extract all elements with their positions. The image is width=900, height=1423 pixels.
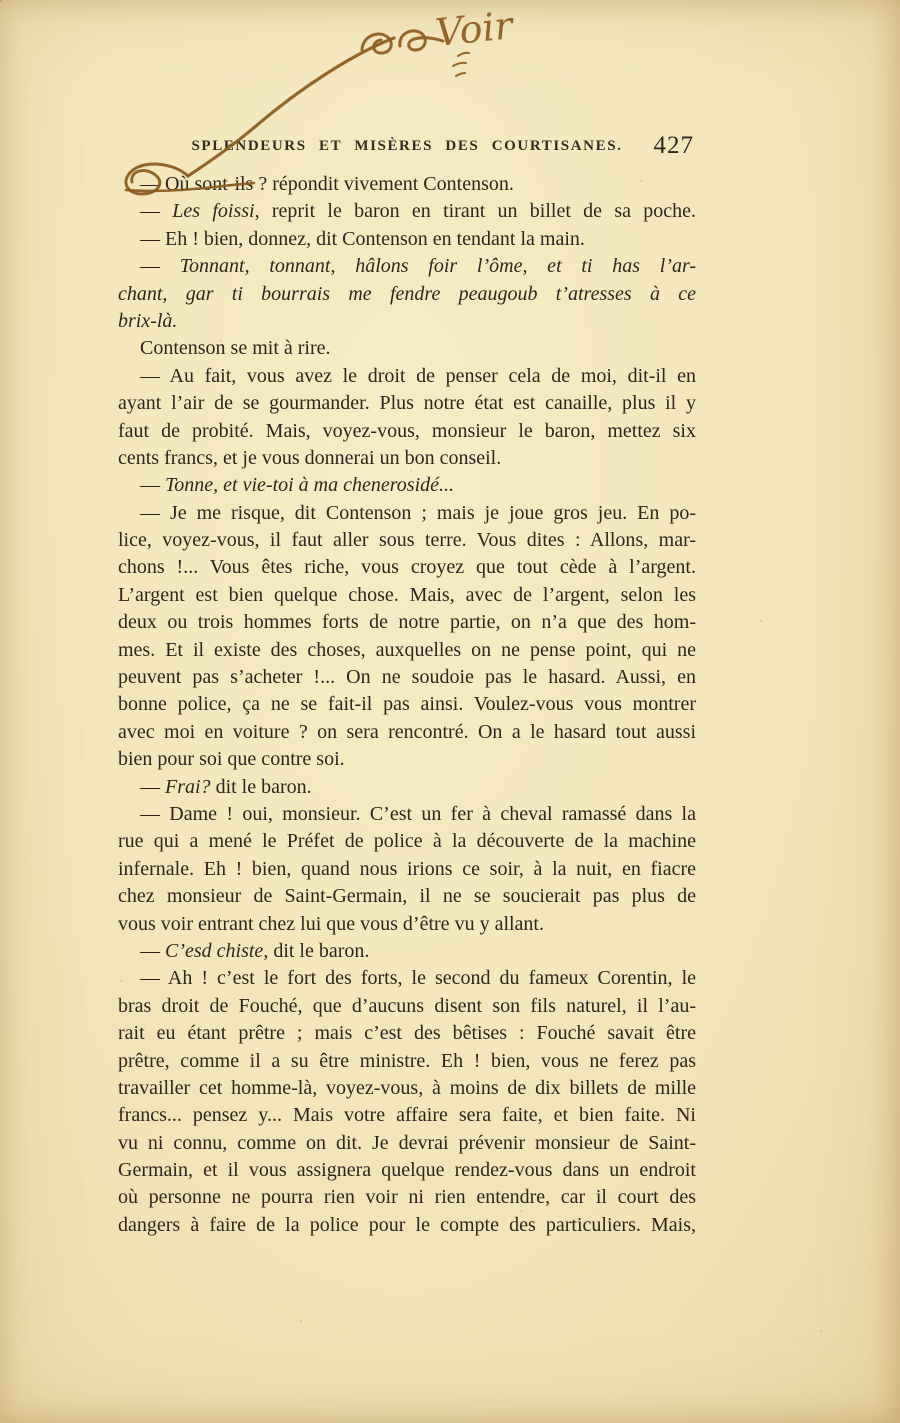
text-line xyxy=(118,1184,696,1211)
text-segment: dangers à faire de la police pour le compte des particuliers. Mais, xyxy=(118,1213,696,1236)
text-line xyxy=(118,308,696,335)
text-segment: — Au fait, vous avez le droit de penser cela de moi, dit-il en xyxy=(140,364,696,387)
text-segment: — xyxy=(140,474,165,497)
italic-text-segment: brix-là. xyxy=(118,309,178,332)
text-line xyxy=(118,418,696,445)
text-line xyxy=(118,938,696,965)
text-segment: ayant l’air de se gourmander. Plus notre état est canaille, plus il y xyxy=(118,392,696,415)
text-segment: — xyxy=(140,939,165,962)
italic-text-segment: Frai? xyxy=(165,775,211,798)
text-segment: deux ou trois hommes forts de notre partie, on n’a que des hom- xyxy=(118,611,696,634)
text-segment: Contenson se mit à rire. xyxy=(140,337,331,360)
text-segment: Germain, et il vous assignera quelque rendez-vous dans un endroit xyxy=(118,1159,696,1182)
text-line xyxy=(118,472,696,499)
text-line xyxy=(118,746,696,773)
pen-tick-marks xyxy=(453,53,469,76)
text-line xyxy=(118,445,696,472)
text-line xyxy=(118,281,696,308)
text-line xyxy=(118,363,696,390)
text-segment: bras droit de Fouché, que d’aucuns disent son fils naturel, il l’au- xyxy=(118,994,696,1017)
page-body-text xyxy=(118,171,696,1239)
text-segment: bonne police, ça ne se fait-il pas ainsi. Voulez-vous vous montrer xyxy=(118,693,696,716)
text-line xyxy=(118,226,696,253)
text-line xyxy=(118,554,696,581)
text-segment: — Eh ! bien, donnez, dit Contenson en tendant la main. xyxy=(140,227,585,250)
text-line xyxy=(118,911,696,938)
text-segment: — Dame ! oui, monsieur. C’est un fer à cheval ramassé dans la xyxy=(140,802,696,825)
text-line xyxy=(118,171,696,198)
text-segment: — Où sont-ils ? répondit vivement Contenson. xyxy=(140,173,514,195)
text-segment: — Je me risque, dit Contenson ; mais je joue gros jeu. En po- xyxy=(140,501,696,524)
text-line xyxy=(118,609,696,636)
text-line xyxy=(118,883,696,910)
text-segment: mes. Et il existe des choses, auxquelles on ne pense point, qui ne xyxy=(118,638,696,661)
text-line xyxy=(118,691,696,718)
text-line xyxy=(118,1130,696,1157)
running-head xyxy=(118,132,696,164)
pen-oo-loops xyxy=(362,31,443,53)
italic-text-segment: Tonnant, tonnant, hâlons foir l’ôme, et ti has l’ar- xyxy=(179,255,697,278)
text-segment: bien pour soi que contre soi. xyxy=(118,748,345,771)
text-line xyxy=(118,719,696,746)
text-segment: cents francs, et je vous donnerai un bon conseil. xyxy=(118,446,502,469)
text-segment: lice, voyez-vous, il faut aller sous terre. Vous dites : Allons, mar- xyxy=(118,529,696,552)
text-line xyxy=(118,253,696,280)
text-line xyxy=(118,965,696,992)
text-segment: — xyxy=(140,200,173,223)
handwritten-word: Voir xyxy=(433,3,515,55)
text-line xyxy=(118,1048,696,1075)
text-segment: prêtre, comme il a su être ministre. Eh ! bien, vous ne ferez pas xyxy=(118,1049,696,1072)
text-line xyxy=(118,335,696,362)
text-line xyxy=(118,527,696,554)
paper-specks xyxy=(0,0,2,2)
running-title: SPLENDEURS ET MISÈRES DES COURTISANES. xyxy=(191,138,623,154)
text-segment: francs... pensez y... Mais votre affaire sera faite, et bien faite. Ni xyxy=(118,1104,696,1127)
text-line xyxy=(118,1212,696,1239)
text-line xyxy=(118,1075,696,1102)
text-line xyxy=(118,1102,696,1129)
text-line xyxy=(118,801,696,828)
text-segment: chez monsieur de Saint-Germain, il ne se soucierait pas plus de xyxy=(118,885,696,908)
text-segment: dit le baron. xyxy=(210,775,312,798)
text-segment: où personne ne pourra rien voir ni rien entendre, car il court des xyxy=(118,1186,696,1209)
text-segment: avec moi en voiture ? on sera rencontré. On a le hasard tout aussi xyxy=(118,720,696,743)
text-line xyxy=(118,664,696,691)
text-segment: — xyxy=(140,775,165,798)
italic-text-segment: C’esd chiste xyxy=(165,939,264,962)
text-segment: vous voir entrant chez lui que vous d’être vu y allant. xyxy=(118,912,544,935)
text-segment: travailler cet homme-là, voyez-vous, à moins de dix billets de mille xyxy=(118,1076,696,1099)
text-segment: faut de probité. Mais, voyez-vous, monsieur le baron, mettez six xyxy=(118,419,696,442)
text-line xyxy=(118,1020,696,1047)
text-line xyxy=(118,390,696,417)
italic-text-segment: chant, gar ti bourrais me fendre peaugoub t’atresses à ce xyxy=(118,282,696,305)
text-line xyxy=(118,198,696,225)
text-segment: — xyxy=(140,255,180,278)
text-segment: peuvent pas s’acheter !... On ne soudoie pas le hasard. Aussi, en xyxy=(118,666,696,689)
italic-text-segment: Tonne, et vie-toi à ma chenerosidé... xyxy=(165,474,455,497)
text-segment: rait eu étant prêtre ; mais c’est des bêtises : Fouché savait être xyxy=(118,1022,696,1045)
text-segment: L’argent est bien quelque chose. Mais, avec de l’argent, selon les xyxy=(118,583,696,606)
text-segment: vu ni connu, comme on dit. Je devrai prévenir monsieur de Saint- xyxy=(118,1131,696,1154)
text-segment: — Ah ! c’est le fort des forts, le second du fameux Corentin, le xyxy=(140,967,696,990)
text-line xyxy=(118,500,696,527)
text-segment: , reprit le baron en tirant un billet de sa poche. xyxy=(254,200,697,223)
text-segment: rue qui a mené le Préfet de police à la découverte de la machine xyxy=(118,830,696,853)
text-line xyxy=(118,828,696,855)
text-line xyxy=(118,774,696,801)
text-line xyxy=(118,637,696,664)
text-segment: , dit le baron. xyxy=(263,939,370,962)
text-line xyxy=(118,993,696,1020)
text-line xyxy=(118,1157,696,1184)
text-segment: chons !... Vous êtes riche, vous croyez que tout cède à l’argent. xyxy=(118,556,696,579)
page-number: 427 xyxy=(653,132,694,159)
text-segment: infernale. Eh ! bien, quand nous irions ce soir, à la nuit, en fiacre xyxy=(118,857,696,880)
italic-text-segment: Les foissi xyxy=(172,200,255,223)
text-line xyxy=(118,582,696,609)
text-line xyxy=(118,856,696,883)
